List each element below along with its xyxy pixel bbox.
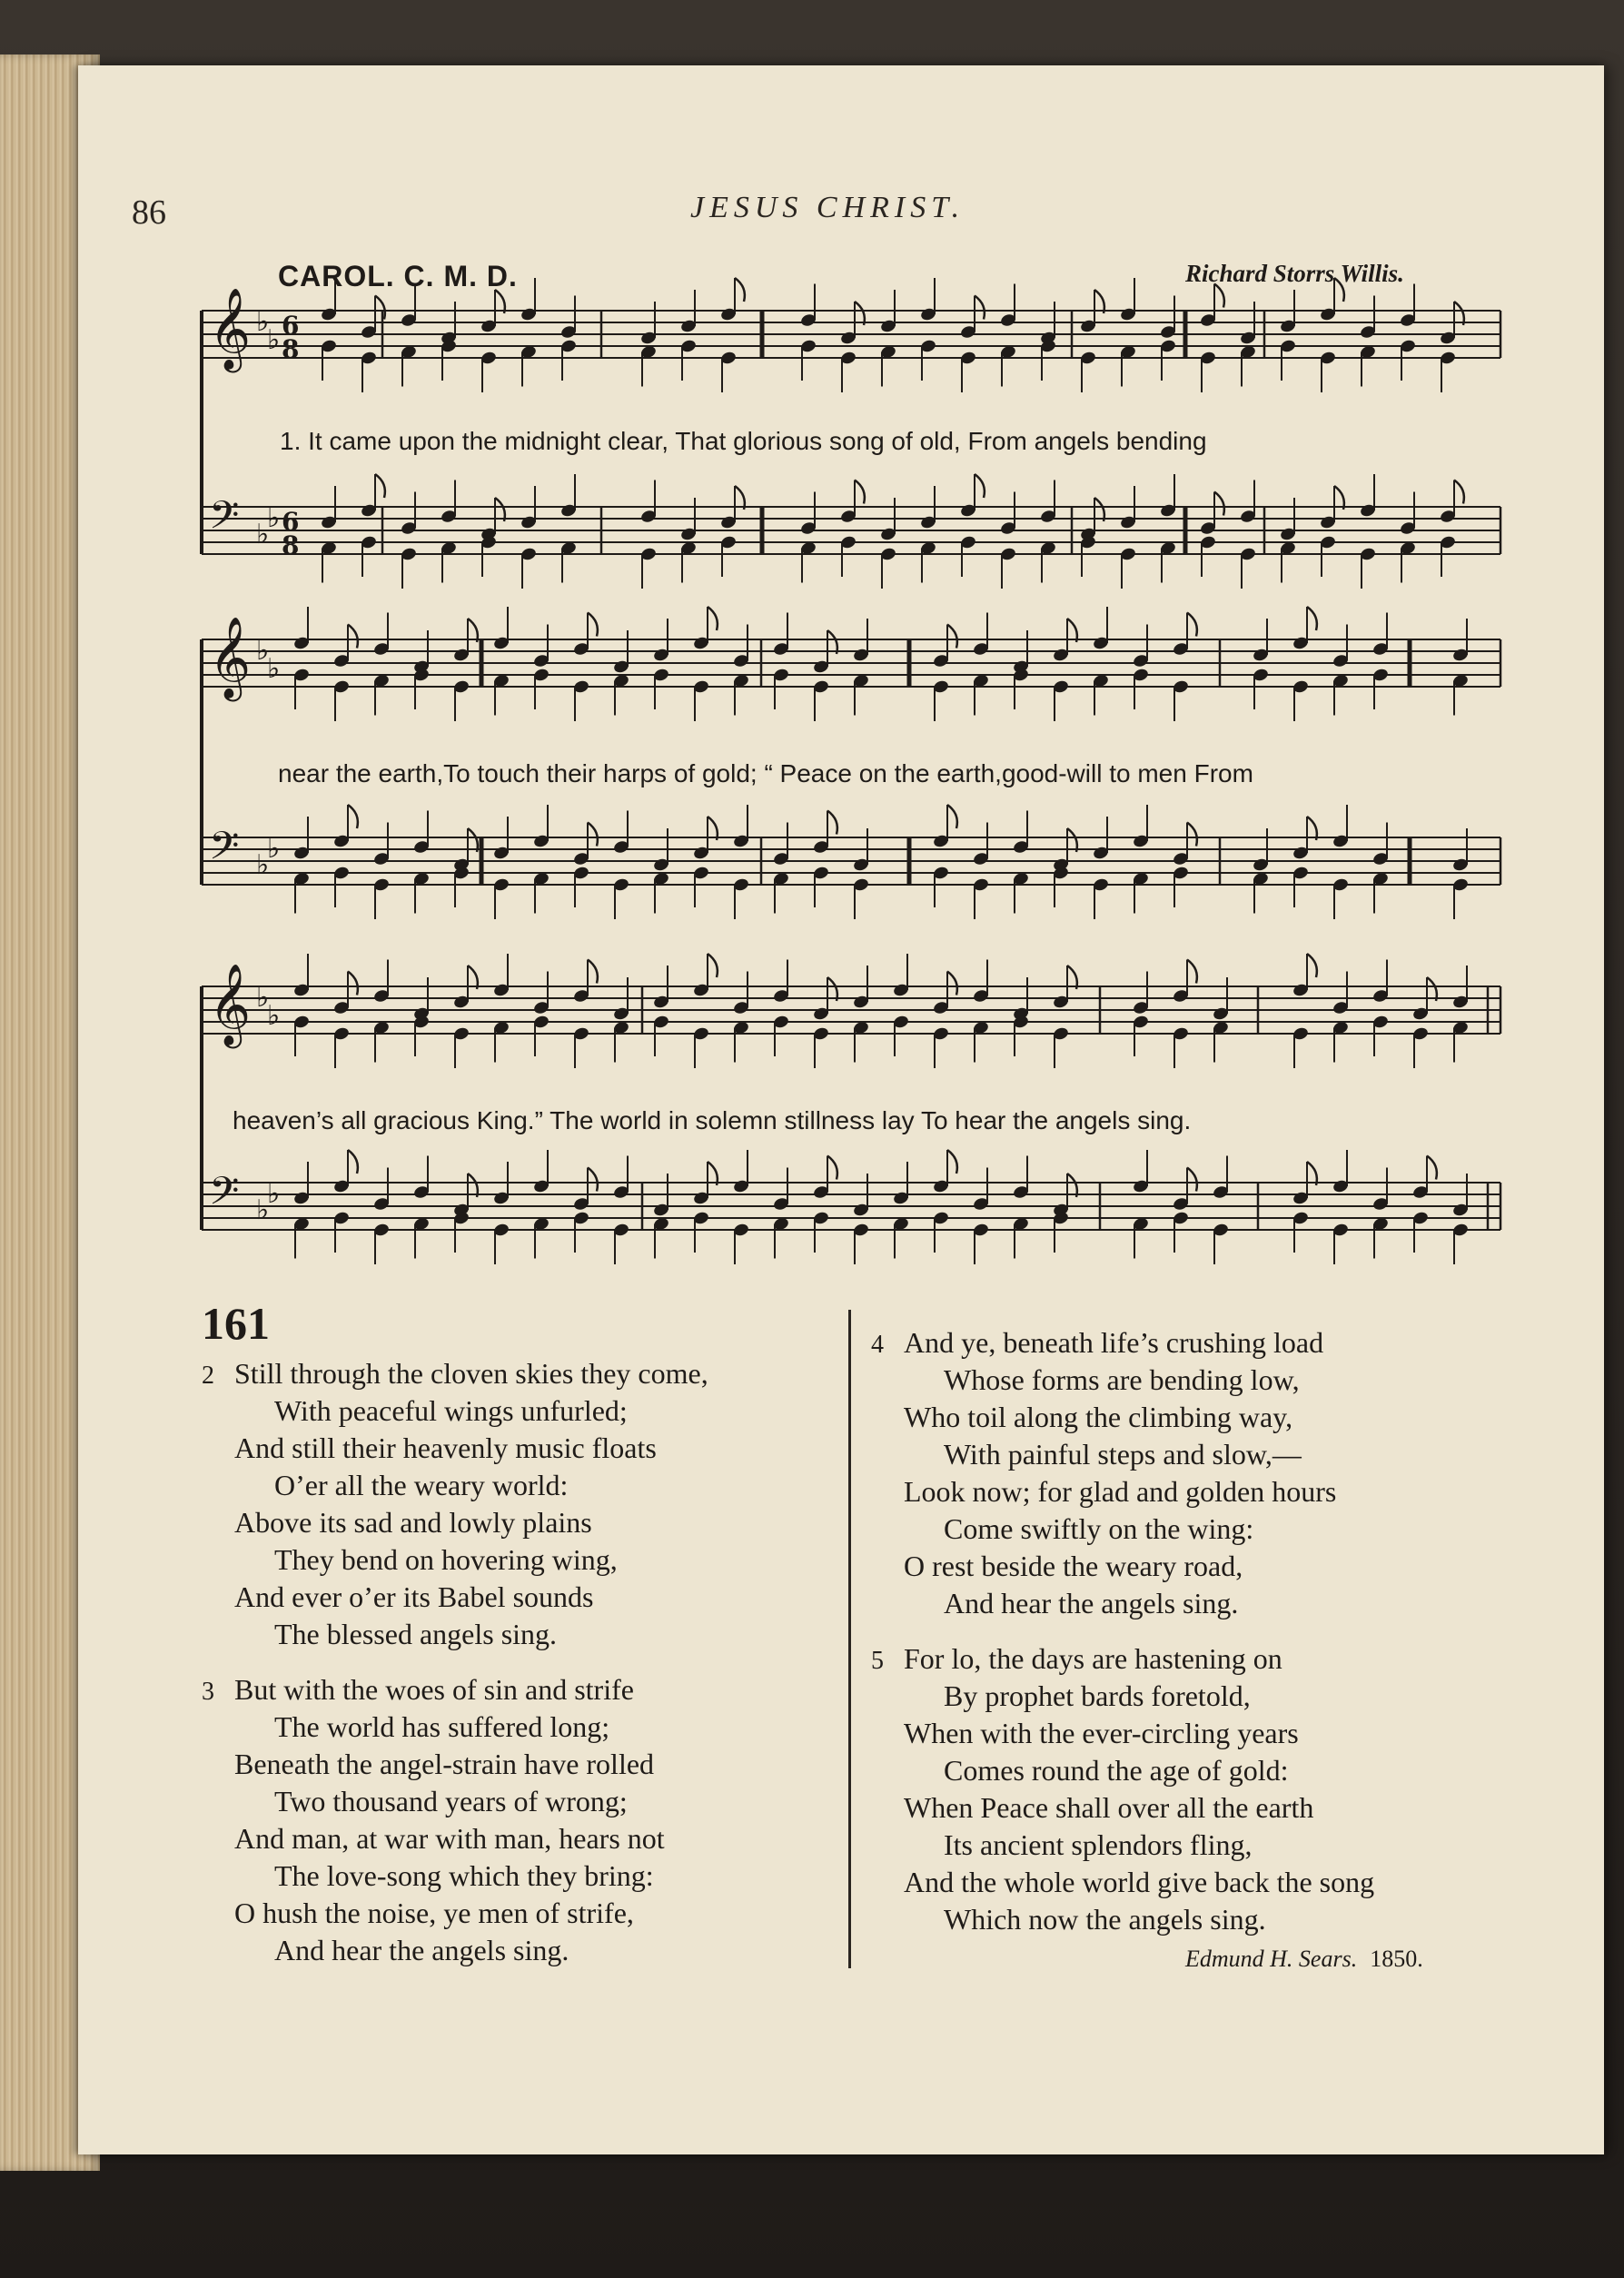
verse-3 — [202, 1671, 665, 1969]
verse-line: For lo, the days are hastening on — [904, 1642, 1282, 1675]
verse-line: With painful steps and slow,— — [944, 1438, 1302, 1471]
note-flag — [1214, 492, 1224, 516]
time-signature-numerator: 6 — [282, 507, 300, 537]
bass-clef: 𝄢 — [209, 1169, 240, 1223]
note-flag — [1214, 284, 1224, 308]
verse-line: And still their heavenly music floats — [234, 1431, 657, 1464]
treble-clef: 𝄞 — [209, 288, 252, 370]
verse-line: And hear the angels sing. — [274, 1934, 569, 1966]
note-flag — [588, 960, 598, 984]
time-signature-denominator: 8 — [282, 334, 300, 364]
note-flag — [588, 613, 598, 637]
verse-5 — [871, 1640, 1375, 1938]
note-flag — [588, 1168, 598, 1192]
bass-clef: 𝄢 — [209, 824, 240, 878]
verse-line: The love-song which they bring: — [274, 1859, 654, 1892]
page-number: 86 — [132, 193, 166, 232]
verse-number: 4 — [871, 1331, 884, 1359]
verse-line: Look now; for glad and golden hours — [904, 1475, 1337, 1508]
note-flag — [348, 625, 358, 649]
note-flag — [708, 954, 718, 977]
verse-line: The world has suffered long; — [274, 1710, 610, 1743]
note-flag — [947, 625, 957, 649]
note-flag — [348, 1150, 358, 1174]
verse-line: Above its sad and lowly plains — [234, 1506, 592, 1539]
verse-line: Two thousand years of wrong; — [274, 1785, 628, 1817]
treble-clef: 𝄞 — [209, 617, 252, 698]
tune-name: CAROL. C. M. D. — [278, 260, 518, 292]
lyric-line-1: 1. It came upon the midnight clear, That glorious song of old, From angels bending — [280, 427, 1207, 455]
verse-line: Come swiftly on the wing: — [944, 1512, 1254, 1545]
verse-line: But with the woes of sin and strife — [234, 1673, 634, 1706]
treble-clef: 𝄞 — [209, 964, 252, 1045]
note-flag — [1334, 278, 1344, 302]
note-flag — [588, 823, 598, 847]
attribution-author: Edmund H. Sears. — [1185, 1946, 1358, 1972]
key-signature-flat: ♭ — [256, 1194, 270, 1226]
verse-line: Its ancient splendors fling, — [944, 1828, 1253, 1861]
attribution — [1185, 1946, 1423, 1973]
hymn-number: 161 — [202, 1298, 270, 1349]
note-flag — [975, 296, 985, 320]
key-signature-flat: ♭ — [267, 502, 281, 534]
note-flag — [1307, 954, 1317, 977]
verse-line: With peaceful wings unfurled; — [274, 1394, 628, 1427]
verse-line: And ye, beneath life’s crushing load — [904, 1326, 1324, 1359]
verse-line: Beneath the angel-strain have rolled — [234, 1748, 655, 1780]
note-flag — [855, 480, 865, 504]
note-flag — [827, 1156, 837, 1180]
verse-number: 3 — [202, 1678, 214, 1706]
verse-line: When Peace shall over all the earth — [904, 1791, 1314, 1824]
time-signature-denominator: 8 — [282, 530, 300, 560]
note-flag — [735, 278, 745, 302]
note-flag — [375, 296, 385, 320]
note-flag — [947, 1150, 957, 1174]
note-flag — [708, 607, 718, 630]
note-flag — [1187, 960, 1197, 984]
attribution-year: 1850. — [1370, 1946, 1423, 1972]
note-flag — [1187, 1168, 1197, 1192]
verse-line: O rest beside the weary road, — [904, 1550, 1243, 1582]
verse-line: Comes round the age of gold: — [944, 1754, 1289, 1787]
key-signature-flat: ♭ — [267, 324, 281, 356]
running-title: JESUS CHRIST. — [690, 191, 965, 224]
verse-number: 2 — [202, 1362, 214, 1390]
note-flag — [1427, 1156, 1437, 1180]
note-flag — [1307, 607, 1317, 630]
verse-line: Who toil along the climbing way, — [904, 1401, 1293, 1433]
verse-line: And man, at war with man, hears not — [234, 1822, 665, 1855]
verse-2 — [202, 1355, 708, 1653]
verse-line: When with the ever-circling years — [904, 1717, 1299, 1749]
note-flag — [375, 474, 385, 498]
verse-line: The blessed angels sing. — [274, 1618, 558, 1650]
note-flag — [1187, 613, 1197, 637]
key-signature-flat: ♭ — [256, 519, 270, 550]
verse-line: And the whole world give back the song — [904, 1866, 1375, 1898]
column-divider — [848, 1310, 851, 1968]
verse-4 — [871, 1324, 1337, 1622]
lyric-line-2: near the earth,To touch their harps of gold; “ Peace on the earth,good-will to men From — [278, 759, 1253, 787]
key-signature-flat: ♭ — [267, 1178, 281, 1210]
verse-line: They bend on hovering wing, — [274, 1543, 618, 1576]
lyric-line-3: heaven’s all gracious King.” The world in solemn stillness lay To hear the angels sing. — [233, 1106, 1192, 1134]
bass-clef: 𝄢 — [209, 493, 240, 548]
key-signature-flat: ♭ — [256, 306, 270, 338]
verse-line: O’er all the weary world: — [274, 1469, 569, 1501]
note-flag — [975, 474, 985, 498]
time-signature-numerator: 6 — [282, 311, 300, 341]
verse-line: By prophet bards foretold, — [944, 1679, 1251, 1712]
key-signature-flat: ♭ — [256, 849, 270, 881]
composer: Richard Storrs Willis. — [1185, 260, 1404, 287]
verse-line: And hear the angels sing. — [944, 1587, 1239, 1619]
verse-line: Which now the angels sing. — [944, 1903, 1266, 1936]
note-flag — [947, 972, 957, 995]
verse-line: Whose forms are bending low, — [944, 1363, 1300, 1396]
note-flag — [348, 972, 358, 995]
key-signature-flat: ♭ — [256, 635, 270, 667]
verse-line: Still through the cloven skies they come, — [234, 1357, 708, 1390]
note-flag — [1187, 823, 1197, 847]
verse-line: O hush the noise, ye men of strife, — [234, 1897, 634, 1929]
verse-number: 5 — [871, 1647, 884, 1675]
note-flag — [348, 805, 358, 828]
key-signature-flat: ♭ — [267, 653, 281, 685]
verse-line: And ever o’er its Babel sounds — [234, 1580, 594, 1613]
note-flag — [947, 805, 957, 828]
note-flag — [1454, 480, 1464, 504]
key-signature-flat: ♭ — [256, 982, 270, 1014]
key-signature-flat: ♭ — [267, 833, 281, 865]
key-signature-flat: ♭ — [267, 1000, 281, 1032]
note-flag — [827, 811, 837, 835]
